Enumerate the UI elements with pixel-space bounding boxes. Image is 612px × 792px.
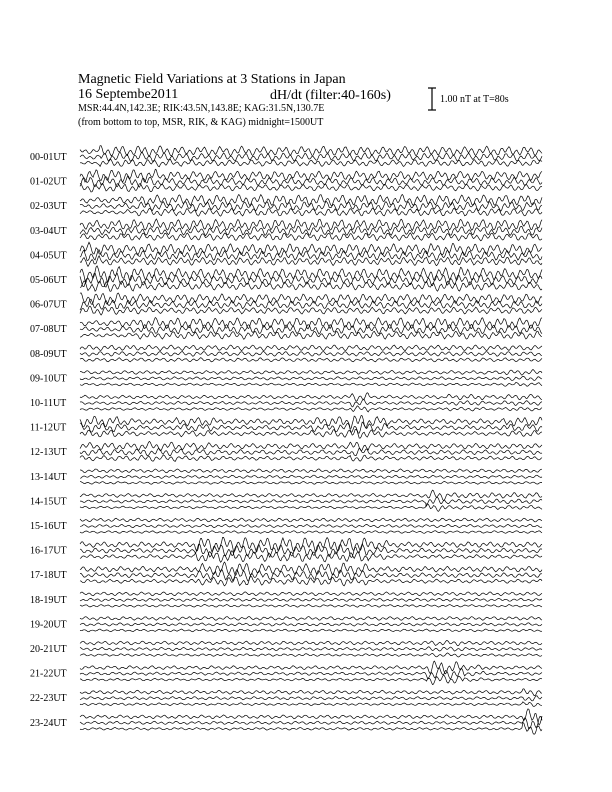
- trace-10-11UT-KAG: [80, 406, 542, 412]
- station-coordinates: MSR:44.4N,142.3E; RIK:43.5N,143.8E; KAG:31.5N,130.7E: [78, 103, 325, 114]
- row-label-20-21UT: 20-21UT: [30, 644, 67, 655]
- row-label-10-11UT: 10-11UT: [30, 398, 67, 409]
- trace-22-23UT-MSR: [80, 689, 542, 696]
- trace-15-16UT-RIK: [80, 524, 542, 527]
- row-label-23-24UT: 23-24UT: [30, 717, 67, 729]
- date-label: 16 Septembe2011: [78, 87, 179, 102]
- row-label-08-09UT: 08-09UT: [30, 348, 67, 360]
- trace-06-07UT-MSR: [80, 293, 542, 305]
- trace-23-24UT-KAG: [80, 723, 542, 735]
- trace-17-18UT-KAG: [80, 576, 542, 586]
- row-label-01-02UT: 01-02UT: [30, 176, 67, 188]
- trace-01-02UT-KAG: [80, 183, 542, 192]
- trace-11-12UT-KAG: [80, 429, 542, 438]
- trace-00-01UT-KAG: [80, 159, 542, 167]
- trace-02-03UT-KAG: [80, 208, 542, 216]
- row-label-13-14UT: 13-14UT: [30, 471, 67, 483]
- row-label-15-16UT: 15-16UT: [30, 521, 67, 532]
- trace-order-note: (from bottom to top, MSR, RIK, & KAG) midnight=1500UT: [78, 117, 324, 128]
- row-label-04-05UT: 04-05UT: [30, 250, 67, 262]
- row-label-19-20UT: 19-20UT: [30, 619, 67, 631]
- trace-07-08UT-MSR: [80, 318, 542, 329]
- trace-14-15UT-MSR: [80, 490, 542, 501]
- row-label-00-01UT: 00-01UT: [30, 152, 67, 163]
- trace-14-15UT-KAG: [80, 504, 542, 512]
- filter-label: dH/dt (filter:40-160s): [270, 88, 391, 103]
- row-label-12-13UT: 12-13UT: [30, 447, 67, 459]
- trace-13-14UT-KAG: [80, 481, 542, 484]
- trace-16-17UT-KAG: [80, 551, 542, 563]
- trace-03-04UT-RIK: [80, 226, 542, 236]
- chart-title: Magnetic Field Variations at 3 Stations in Japan: [78, 72, 346, 87]
- row-label-16-17UT: 16-17UT: [30, 545, 67, 557]
- row-label-03-04UT: 03-04UT: [30, 225, 67, 237]
- trace-10-11UT-MSR: [80, 393, 542, 402]
- trace-18-19UT-KAG: [80, 604, 542, 607]
- trace-15-16UT-MSR: [80, 518, 542, 522]
- trace-18-19UT-RIK: [80, 598, 542, 601]
- trace-03-04UT-KAG: [80, 233, 542, 241]
- trace-04-05UT-MSR: [80, 242, 542, 255]
- trace-21-22UT-RIK: [80, 668, 542, 679]
- trace-17-18UT-RIK: [80, 569, 542, 581]
- trace-20-21UT-KAG: [80, 653, 542, 657]
- trace-07-08UT-KAG: [80, 331, 542, 339]
- trace-00-01UT-MSR: [80, 146, 542, 157]
- trace-18-19UT-MSR: [80, 592, 542, 596]
- trace-19-20UT-KAG: [80, 629, 542, 632]
- trace-12-13UT-MSR: [80, 441, 542, 450]
- row-label-02-03UT: 02-03UT: [30, 201, 67, 213]
- trace-04-05UT-RIK: [80, 250, 542, 261]
- trace-13-14UT-MSR: [80, 469, 542, 473]
- trace-21-22UT-KAG: [80, 675, 542, 685]
- trace-22-23UT-RIK: [80, 696, 542, 701]
- row-label-22-23UT: 22-23UT: [30, 693, 67, 705]
- trace-10-11UT-RIK: [80, 399, 542, 407]
- row-label-14-15UT: 14-15UT: [30, 496, 67, 508]
- trace-22-23UT-KAG: [80, 702, 542, 707]
- row-label-17-18UT: 17-18UT: [30, 570, 67, 582]
- trace-20-21UT-RIK: [80, 647, 542, 651]
- trace-08-09UT-KAG: [80, 358, 542, 362]
- trace-12-13UT-RIK: [80, 448, 542, 456]
- trace-09-10UT-KAG: [80, 382, 542, 386]
- trace-12-13UT-KAG: [80, 455, 542, 461]
- trace-20-21UT-MSR: [80, 641, 542, 646]
- trace-09-10UT-MSR: [80, 370, 542, 376]
- trace-01-02UT-MSR: [80, 169, 542, 182]
- trace-09-10UT-RIK: [80, 376, 542, 380]
- row-label-09-10UT: 09-10UT: [30, 373, 67, 385]
- row-label-18-19UT: 18-19UT: [30, 594, 67, 606]
- row-label-07-08UT: 07-08UT: [30, 324, 67, 336]
- trace-19-20UT-MSR: [80, 617, 542, 621]
- trace-08-09UT-MSR: [80, 345, 542, 351]
- row-label-06-07UT: 06-07UT: [30, 299, 67, 311]
- trace-02-03UT-MSR: [80, 195, 542, 206]
- trace-19-20UT-RIK: [80, 623, 542, 626]
- scale-label: 1.00 nT at T=80s: [440, 94, 509, 105]
- row-label-05-06UT: 05-06UT: [30, 275, 67, 286]
- trace-06-07UT-KAG: [80, 306, 542, 315]
- trace-21-22UT-MSR: [80, 661, 542, 674]
- trace-08-09UT-RIK: [80, 352, 542, 357]
- row-label-21-22UT: 21-22UT: [30, 668, 67, 680]
- row-label-11-12UT: 11-12UT: [30, 422, 67, 434]
- trace-14-15UT-RIK: [80, 497, 542, 506]
- trace-15-16UT-KAG: [80, 531, 542, 534]
- trace-13-14UT-RIK: [80, 475, 542, 478]
- scale-bar: [428, 88, 436, 110]
